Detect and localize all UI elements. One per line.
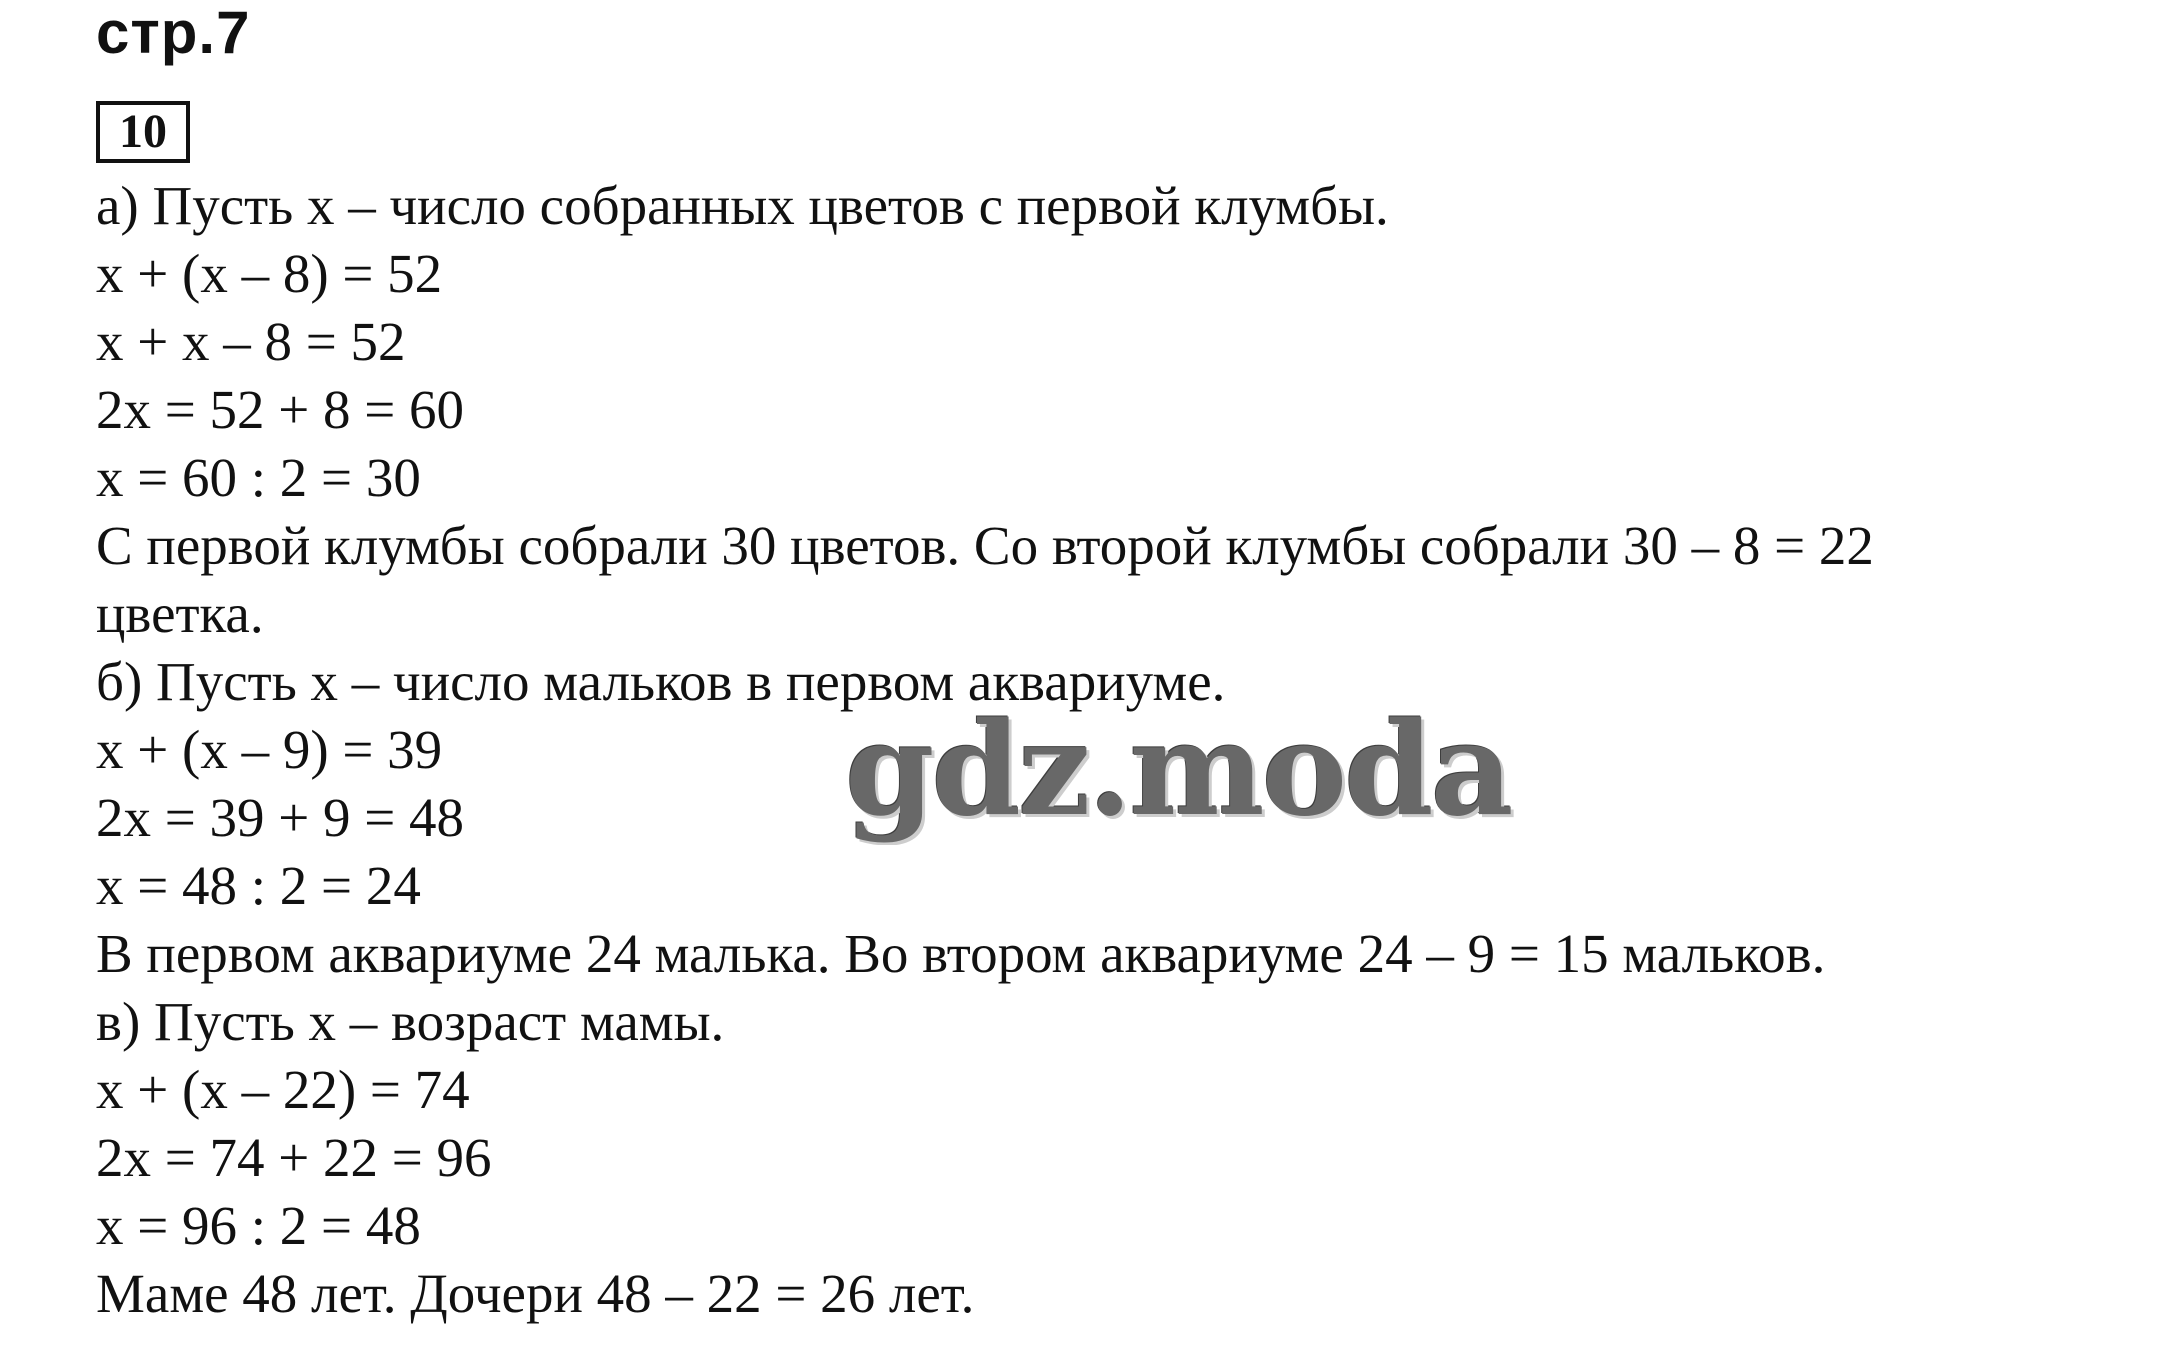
solution-line: х + (х – 9) = 39 — [96, 719, 443, 780]
solution-line: В первом аквариуме 24 малька. Во втором аквариуме 24 – 9 = 15 мальков. — [96, 923, 1826, 984]
task-number-box: 10 — [96, 101, 190, 163]
solution-line: 2х = 74 + 22 = 96 — [96, 1127, 492, 1188]
solution-line: 2х = 39 + 9 = 48 — [96, 787, 465, 848]
solution-line: х = 60 : 2 = 30 — [96, 447, 421, 508]
solution-line: С первой клумбы собрали 30 цветов. Со второй клумбы собрали 30 – 8 = 22 — [96, 515, 1874, 576]
solution-line: х = 96 : 2 = 48 — [96, 1195, 421, 1256]
solution-line: Маме 48 лет. Дочери 48 – 22 = 26 лет. — [96, 1263, 975, 1324]
solution-line: х + х – 8 = 52 — [96, 311, 406, 372]
solution-line: цветка. — [96, 583, 264, 644]
solution-line: х + (х – 8) = 52 — [96, 243, 443, 304]
solution-line: а) Пусть х – число собранных цветов с первой клумбы. — [96, 175, 1389, 236]
solution-line: 2х = 52 + 8 = 60 — [96, 379, 465, 440]
watermark-logo: gdz.moda — [845, 695, 1511, 845]
solution-line: х + (х – 22) = 74 — [96, 1059, 470, 1120]
solution-line: х = 48 : 2 = 24 — [96, 855, 421, 916]
page-title: стр.7 — [96, 0, 251, 66]
solution-line: в) Пусть х – возраст мамы. — [96, 991, 725, 1052]
solution-line: б) Пусть х – число мальков в первом аквариуме. — [96, 651, 1226, 712]
